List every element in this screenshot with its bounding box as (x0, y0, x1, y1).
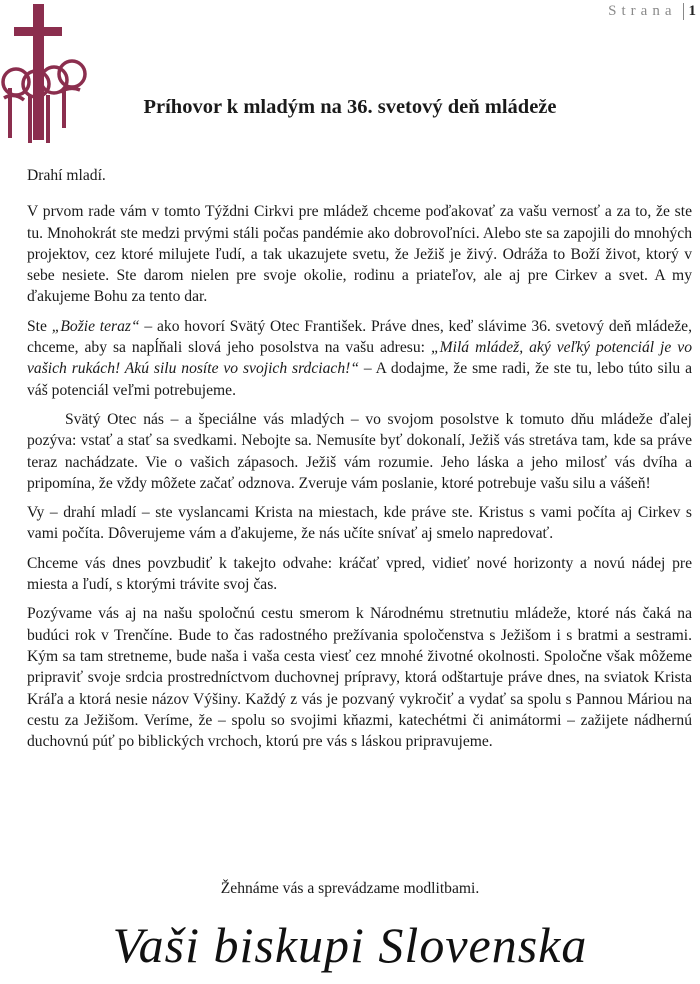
signature: Vaši biskupi Slovenska (112, 917, 588, 973)
paragraph-text: – ako hovorí Svätý Otec František. Práve dnes, keď slávime 36. svetový deň mládeže, chceme, aby sa napĺňali slová jeho posolstva na vašu adresu: (27, 317, 693, 357)
letter-body (27, 165, 692, 760)
cross-with-figures-icon (0, 0, 110, 150)
closing-line: Žehnáme vás a sprevádzame modlitbami. (220, 880, 480, 897)
paragraph-ambassadors: Vy – drahí mladí – ste vyslancami Krista na miestach, kde práve ste. Kristus s vami počíta aj Cirkev s vami počíta. Dôverujeme vám a ďakujeme, že nás učíte snívať aj smelo napredovať. (27, 504, 692, 543)
paragraph-text: Ste (27, 317, 52, 335)
quote-bozie-teraz: „Božie teraz“ (51, 317, 140, 335)
paragraph-courage: Chceme vás dnes povzbudiť k takejto odvahe: kráčať vpred, vidieť nové horizonty a novú nádej pre miesta a ľudí, s ktorými trávite svoj čas. (27, 554, 692, 594)
page-label: Strana (608, 3, 677, 19)
salutation: Drahí mladí. (27, 167, 106, 184)
page-title: Príhovor k mladým na 36. svetový deň mládeže (143, 96, 557, 118)
page-header (608, 3, 696, 20)
quote-pope-message: „Milá mládež, aký veľký potenciál je vo vašich rukách! Akú silu nosíte vo svojich srdciach!“ (27, 339, 692, 378)
paragraph-gods-now (27, 316, 692, 401)
paragraph-text: – A dodajme, že sme radi, že ste tu, lebo túto silu a váš potenciál veľmi potrebujeme. (27, 360, 692, 399)
paragraph-invitation: Pozývame vás aj na našu spoločnú cestu smerom k Národnému stretnutiu mládeže, ktoré nás čaká na budúci rok v Trenčíne. Bude to čas radostného prežívania spoločenstva s Ježišom i s bratmi a sestrami. Kým sa tam stretneme, bude naša i vaša cesta viesť cez mnohé životné okolnosti. Spoločne však môžeme pripraviť svoje srdcia prostredníctvom duchovnej prípravy, ktorá odštartuje práve dnes, na sviatok Krista Kráľa a ktorá nesie názov Výšiny. Každý z vás je pozvaný vykročiť a vydať sa spolu s Pannou Máriou na cestu za Ježišom. Veríme, že – spolu so svojimi kňazmi, katechétmi či animátormi – zažijete nádhernú duchovnú púť po biblických vrchoch, ktorú pre vás s láskou pripravujeme. (27, 605, 692, 751)
page-number: 1 (683, 3, 697, 20)
paragraph-holy-father: Svätý Otec nás – a špeciálne vás mladých – vo svojom posolstve k tomuto dňu mládeže ďalej pozýva: vstať a stať sa svedkami. Nebojte sa. Nemusíte byť dokonalí, Ježiš vás stretáva tam, kde sa práve teraz nachádzate. Vie o vašich zápasoch. Ježiš vám rozumie. Jeho láska a jeho milosť vás dvíha a pripomína, že vždy môžete začať odznova. Zveruje vám poslanie, ktoré potrebuje vašu silu a vášeň! (27, 410, 692, 492)
paragraph-thanks: V prvom rade vám v tomto Týždni Cirkvi pre mládež chceme poďakovať za vašu vernosť a za to, že ste tu. Mnohokrát ste medzi prvými stáli počas pandémie ako dobrovoľníci. Alebo ste sa zapojili do mnohých projektov, cez ktoré milujete ľudí, a tak ukazujete svetu, že Ježiš je živý. Odráža to Boží život, ktorý v sebe nesiete. Ste darom nielen pre svoje okolie, rodinu a priateľov, ale aj pre Cirkev a svet. A my ďakujeme Bohu za tento dar. (27, 203, 692, 306)
